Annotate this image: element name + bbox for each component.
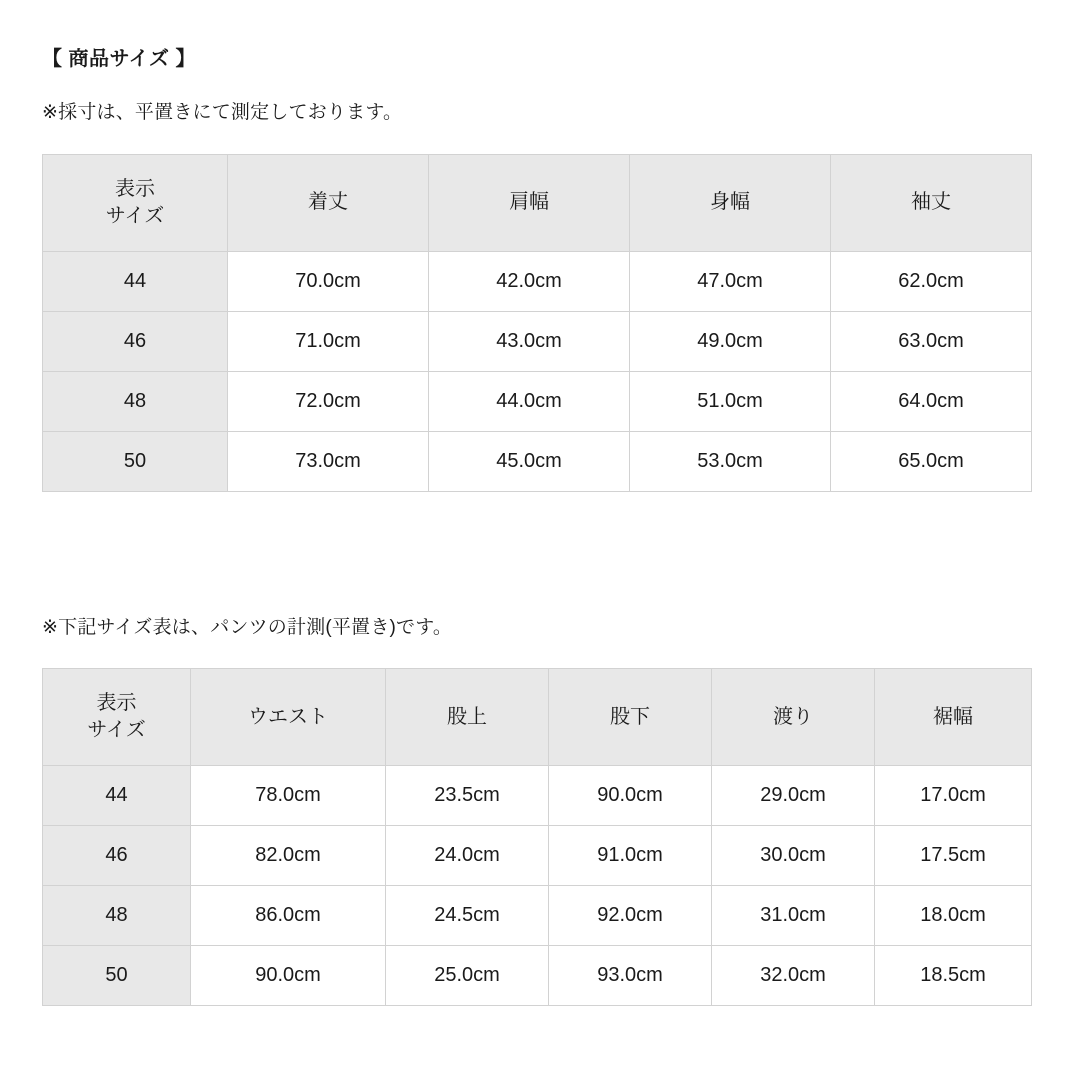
cell-shoulder: 42.0cm <box>429 251 630 311</box>
page-title: 【 商品サイズ 】 <box>42 48 197 70</box>
cell-inseam: 93.0cm <box>549 946 712 1006</box>
cell-rise: 24.5cm <box>386 886 549 946</box>
cell-waist: 86.0cm <box>191 886 386 946</box>
section-spacer <box>42 492 1031 588</box>
column-header-thigh: 渡り <box>712 669 875 766</box>
cell-chest: 47.0cm <box>630 251 831 311</box>
column-header-rise: 股上 <box>386 669 549 766</box>
cell-thigh: 30.0cm <box>712 826 875 886</box>
column-header-size <box>43 669 191 766</box>
cell-inseam: 91.0cm <box>549 826 712 886</box>
cell-waist: 82.0cm <box>191 826 386 886</box>
table-row <box>43 946 1032 1006</box>
column-header-line1: 表示 <box>115 177 155 200</box>
table-row <box>43 826 1032 886</box>
column-header-inseam: 股下 <box>549 669 712 766</box>
table-header-row <box>43 669 1032 766</box>
cell-chest: 49.0cm <box>630 311 831 371</box>
cell-hem: 17.0cm <box>875 766 1032 826</box>
row-size-label: 48 <box>43 371 228 431</box>
table-row <box>43 431 1032 491</box>
column-header-line2: サイズ <box>87 719 146 741</box>
cell-length: 70.0cm <box>228 251 429 311</box>
measurement-note-pants: ※下記サイズ表は、パンツの計測(平置き)です。 <box>42 616 453 638</box>
column-header-sleeve: 袖丈 <box>831 154 1032 251</box>
cell-length: 72.0cm <box>228 371 429 431</box>
table-header-row <box>43 154 1032 251</box>
cell-length: 71.0cm <box>228 311 429 371</box>
column-header-hem: 裾幅 <box>875 669 1032 766</box>
column-header-shoulder: 肩幅 <box>429 154 630 251</box>
table-row <box>43 886 1032 946</box>
cell-length: 73.0cm <box>228 431 429 491</box>
cell-sleeve: 65.0cm <box>831 431 1032 491</box>
column-header-length: 着丈 <box>228 154 429 251</box>
cell-hem: 18.0cm <box>875 886 1032 946</box>
cell-thigh: 31.0cm <box>712 886 875 946</box>
cell-rise: 24.0cm <box>386 826 549 886</box>
cell-hem: 17.5cm <box>875 826 1032 886</box>
cell-inseam: 90.0cm <box>549 766 712 826</box>
tops-size-table <box>42 154 1032 492</box>
cell-chest: 51.0cm <box>630 371 831 431</box>
cell-rise: 23.5cm <box>386 766 549 826</box>
cell-sleeve: 63.0cm <box>831 311 1032 371</box>
cell-sleeve: 62.0cm <box>831 251 1032 311</box>
cell-rise: 25.0cm <box>386 946 549 1006</box>
column-header-line2: サイズ <box>105 204 165 227</box>
table-row <box>43 371 1032 431</box>
cell-hem: 18.5cm <box>875 946 1032 1006</box>
cell-inseam: 92.0cm <box>549 886 712 946</box>
cell-thigh: 32.0cm <box>712 946 875 1006</box>
cell-chest: 53.0cm <box>630 431 831 491</box>
column-header-line1: 表示 <box>96 692 137 714</box>
cell-waist: 90.0cm <box>191 946 386 1006</box>
cell-waist: 78.0cm <box>191 766 386 826</box>
column-header-chest: 身幅 <box>630 154 831 251</box>
row-size-label: 50 <box>43 431 228 491</box>
measurement-note-tops: ※採寸は、平置きにて測定しております。 <box>42 102 403 123</box>
table-row <box>43 766 1032 826</box>
cell-thigh: 29.0cm <box>712 766 875 826</box>
row-size-label: 44 <box>43 766 191 826</box>
table-row <box>43 251 1032 311</box>
row-size-label: 50 <box>43 946 191 1006</box>
column-header-size <box>43 154 228 251</box>
column-header-waist: ウエスト <box>191 669 386 766</box>
table-row <box>43 311 1032 371</box>
row-size-label: 44 <box>43 251 228 311</box>
row-size-label: 46 <box>43 826 191 886</box>
pants-size-table <box>42 668 1032 1006</box>
cell-shoulder: 43.0cm <box>429 311 630 371</box>
row-size-label: 48 <box>43 886 191 946</box>
cell-shoulder: 45.0cm <box>429 431 630 491</box>
cell-shoulder: 44.0cm <box>429 371 630 431</box>
cell-sleeve: 64.0cm <box>831 371 1032 431</box>
row-size-label: 46 <box>43 311 228 371</box>
